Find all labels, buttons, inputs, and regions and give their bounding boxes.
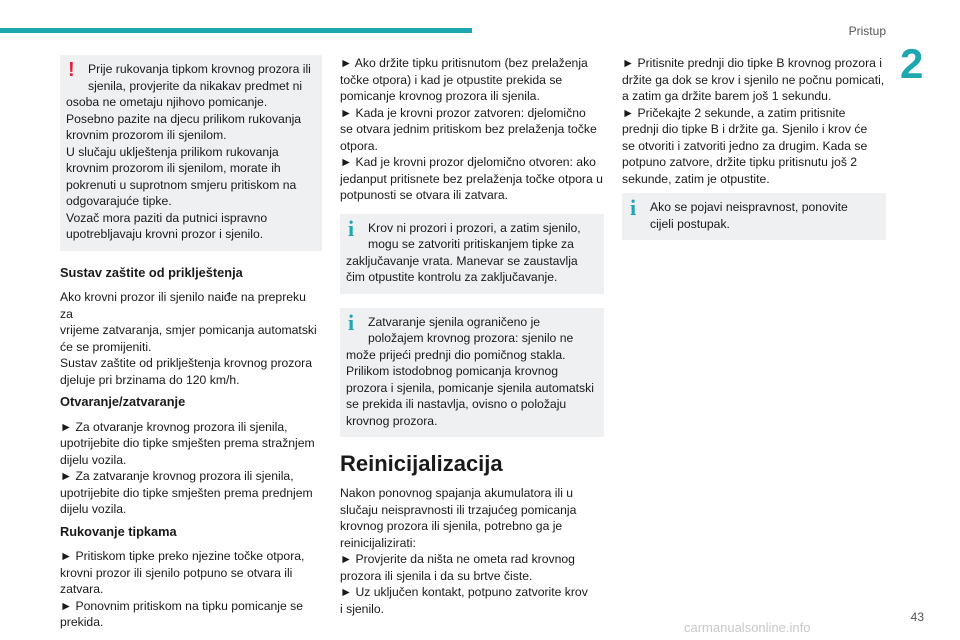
text-line: ► Za zatvaranje krovnog prozora ili sjenila, [60,469,294,483]
text-line: Prije rukovanja tipkom krovnog prozora ili [88,62,311,76]
text-line: i sjenilo. [340,601,385,616]
text-line: se otvoriti i zatvoriti jedno za drugim. Kada se [622,138,868,153]
text-line: mogu se zatvoriti pritiskanjem tipke za [368,237,574,251]
heading-reinitialization: Reinicijalizacija [340,451,503,476]
text-line: upotrebljavaju krovni prozor i sjenilo. [66,227,264,241]
column-1 [60,55,322,637]
text-line: se prekida ili nastavlja, ovisno o položaju [346,397,567,411]
text-line: čim otpustite kontrolu za zaključavanje. [346,270,558,284]
info-text [346,309,596,347]
text-line: sekunde, zatim je otpustite. [622,171,770,186]
chapter-number: 2 [900,40,924,87]
text-line: reinicijalizirati: [340,535,416,550]
text-line: Nakon ponovnog spajanja akumulatora ili u [340,486,574,500]
text-line: držite ga dok se krov i sjenilo ne počnu pomicati, [622,72,885,87]
text-line: potpuno zatvore, držite tipku pritisnutu još 2 [622,155,858,169]
paragraph-button-operation [60,548,322,631]
info-text-continued [346,347,596,430]
text-line: dijelu vozila. [60,452,127,467]
heading-button-operation: Rukovanje tipkama [60,523,177,539]
text-line: U slučaju uklještenja prilikom rukovanja [66,144,279,159]
warning-text [66,61,314,94]
info-box-lock [340,214,604,294]
text-line: Prilikom istodobnog pomicanja krovnog [346,364,559,378]
text-line: pokrenuti u suprotnom smjeru pritiskom na [66,177,297,192]
info-icon: i [348,215,355,241]
text-line: može prijeći prednji dio pomičnog stakla. [346,347,566,362]
heading-open-close: Otvaranje/zatvaranje [60,394,186,409]
heading-anti-pinch: Sustav zaštite od priklještenja [60,264,243,280]
text-line: ► Pritisnite prednji dio tipke B krovnog prozora i [622,56,882,70]
paragraph-open-close [60,419,322,518]
text-line: otpora. [340,138,378,153]
warning-box [60,55,322,251]
text-line: vrijeme zatvaranja, smjer pomicanja automatski [60,323,317,337]
text-line: osoba ne ometaju njihovo pomicanje. [66,95,268,109]
text-line: Ako krovni prozor ili sjenilo naiđe na prepreku za [60,290,306,321]
text-line: Krov ni prozori i prozori, a zatim sjenilo, [368,220,581,235]
info-text [628,195,878,232]
paragraph-anti-pinch [60,289,322,388]
text-line: dijelu vozila. [60,502,127,516]
page-number: 43 [910,610,924,624]
text-line: Sustav zaštite od priklještenja krovnog prozora [60,356,313,370]
text-line: Ako se pojavi neispravnost, ponovite [650,200,848,214]
text-line: krovnim prozorom ili sjenilom, morate ih [66,161,281,175]
text-line: zatvara. [60,582,104,596]
text-line: će se promijeniti. [60,339,152,354]
text-line: ► Provjerite da ništa ne ometa rad krovnog [340,552,575,566]
info-icon: i [630,195,637,220]
info-box-blind [340,308,604,438]
text-line: upotrijebite dio tipke smješten prema prednjem [60,485,313,500]
text-line: prozora ili sjenila i da su brtve čiste. [340,568,533,583]
text-line: prekida. [60,615,104,629]
text-line: Zatvaranje sjenila ograničeno je [368,314,541,329]
text-line: potpunosti se otvara ili zatvara. [340,188,509,202]
text-line: prednji dio tipke B i držite ga. Sjenilo i krov će [622,122,868,136]
text-line: ► Ponovnim pritiskom na tipku pomicanje se [60,598,304,613]
paragraph-reinit-steps [622,55,886,187]
text-line: ► Kada je krovni prozor zatvoren: djelomično [340,105,586,120]
text-line: a zatim ga držite barem još 1 sekundu. [622,89,832,103]
info-box-repeat [622,193,886,240]
text-line: pomicanje krovnog prozora ili sjenila. [340,89,540,103]
text-line: cijeli postupak. [650,216,730,231]
column-3 [622,55,886,254]
text-line: djeluje pri brzinama do 120 km/h. [60,372,240,387]
text-line: slučaju neispravnosti ili trzajućeg pomicanja [340,502,577,517]
text-line: ► Pritiskom tipke preko njezine točke otpora, [60,549,305,563]
text-line: Posebno pazite na djecu prilikom rukovanja [66,111,302,126]
text-line: ► Ako držite tipku pritisnutom (bez prelaženja [340,56,588,70]
text-line: krovnim prozorom ili sjenilom. [66,128,227,142]
text-line: se otvara jednim pritiskom bez prelaženja točke [340,122,597,136]
info-icon: i [348,309,355,335]
text-line: ► Za otvaranje krovnog prozora ili sjenila, [60,419,288,434]
text-line: odgovarajuće tipke. [66,194,172,208]
header-accent-bar [0,28,472,33]
text-line: jedanput pritisnete bez prelaženja točke otpora u [340,171,603,186]
text-line: upotrijebite dio tipke smješten prema stražnjem [60,436,315,450]
info-text [346,215,596,253]
text-line: ► Pričekajte 2 sekunde, a zatim pritisnite [622,105,846,120]
text-line: točke otpora) i kad je otpustite prekida se [340,72,563,87]
text-line: krovnog prozora ili sjenila, potrebno ga je [340,519,563,533]
paragraph-reinitialization [340,485,604,617]
warning-icon: ! [68,59,75,81]
text-line: položajem krovnog prozora: sjenilo ne [368,331,574,345]
watermark: carmanualsonline.info [684,620,811,635]
text-line: sjenila, provjerite da nikakav predmet ni [88,78,303,93]
text-line: prozora i sjenila, pomicanje sjenila automatski [346,380,594,395]
text-line: krovni prozor ili sjenilo potpuno se otvara ili [60,565,293,580]
warning-text-continued [66,94,314,243]
text-line: ► Kad je krovni prozor djelomično otvoren: ako [340,155,596,169]
section-label: Pristup [848,24,886,38]
info-text-continued [346,253,596,286]
column-2 [340,55,604,623]
paragraph-button-press [340,55,604,204]
text-line: krovnog prozora. [346,413,438,428]
text-line: ► Uz uključen kontakt, potpuno zatvorite krov [340,585,588,599]
text-line: zaključavanje vrata. Manevar se zaustavlja [346,253,578,268]
text-line: Vozač mora paziti da putnici ispravno [66,210,268,225]
